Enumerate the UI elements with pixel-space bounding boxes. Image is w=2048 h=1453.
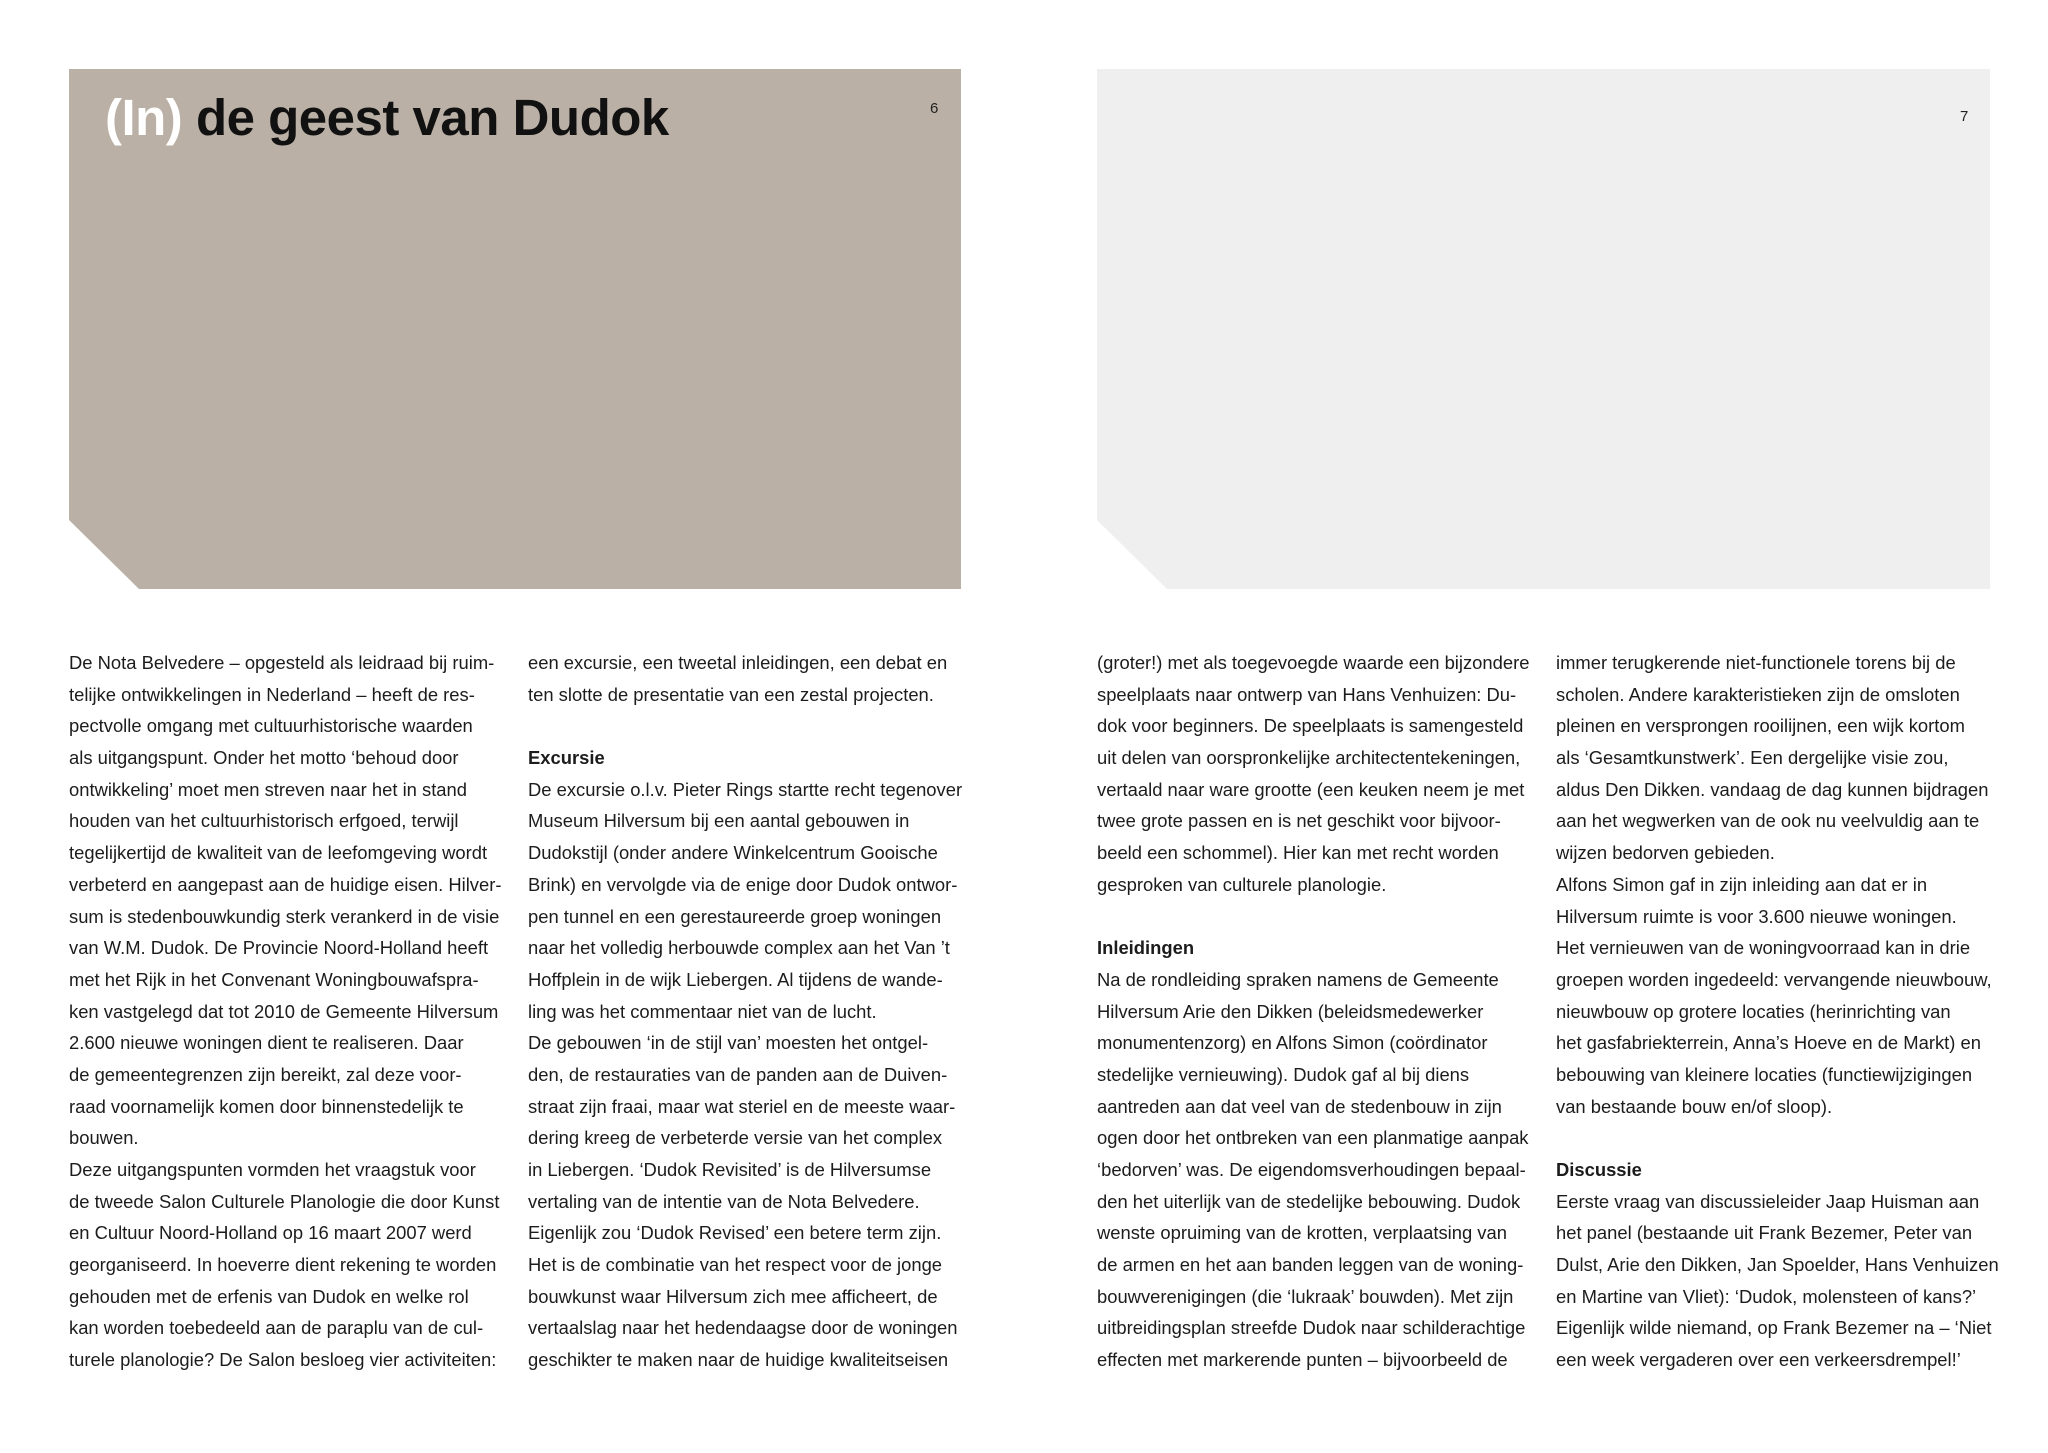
text-line: wijzen bedorven gebieden. (1556, 842, 1775, 864)
text-line: Hoffplein in de wijk Liebergen. Al tijdens de wande- (528, 968, 943, 990)
text-line: bebouwing van kleinere locaties (functiewijzigingen (1556, 1063, 1973, 1085)
text-line: wenste opruiming van de krotten, verplaatsing van (1097, 1222, 1507, 1244)
text-line: den, de restauraties van de panden aan de Duiven- (528, 1063, 948, 1085)
text-line: raad voornamelijk komen door binnenstedelijk te (69, 1095, 464, 1117)
text-line: Eerste vraag van discussieleider Jaap Huisman aan (1556, 1190, 1980, 1212)
text-line: dering kreeg de verbeterde versie van het complex (528, 1127, 943, 1149)
text-line: pectvolle omgang met cultuurhistorische waarden (69, 715, 473, 737)
text-line: Eigenlijk zou ‘Dudok Revised’ een betere term zijn. (528, 1222, 942, 1244)
text-line: houden van het cultuurhistorisch erfgoed, terwijl (69, 810, 459, 832)
text-column-1 (69, 647, 509, 1376)
text-line: de gemeentegrenzen zijn bereikt, zal deze voor- (69, 1063, 462, 1085)
text-line: Dulst, Arie den Dikken, Jan Spoelder, Hans Venhuizen (1556, 1254, 1999, 1276)
text-line: ogen door het ontbreken van een planmatige aanpak (1097, 1127, 1529, 1149)
text-line: Het vernieuwen van de woningvoorraad kan in drie (1556, 937, 1971, 959)
page-number-left: 6 (930, 100, 939, 117)
section-heading: Excursie (528, 747, 605, 769)
text-column-3 (1097, 647, 1537, 1376)
paragraph-spacer (1556, 1122, 1996, 1154)
text-line: het panel (bestaande uit Frank Bezemer, Peter van (1556, 1222, 1973, 1244)
page-title (105, 89, 669, 146)
text-line: De gebouwen ‘in de stijl van’ moesten het ontgel- (528, 1032, 929, 1054)
text-line: aldus Den Dikken. vandaag de dag kunnen bijdragen (1556, 778, 1989, 800)
text-line: Hilversum ruimte is voor 3.600 nieuwe woningen. (1556, 905, 1957, 927)
text-line: Na de rondleiding spraken namens de Gemeente (1097, 968, 1499, 990)
text-column-2 (528, 647, 968, 1376)
title-main: de geest van Dudok (195, 89, 669, 146)
text-line: in Liebergen. ‘Dudok Revisited’ is de Hilversumse (528, 1159, 932, 1180)
text-line: Museum Hilversum bij een aantal gebouwen in (528, 810, 910, 832)
text-line: sum is stedenbouwkundig sterk verankerd in de visie (69, 905, 500, 927)
text-line: ling was het commentaar niet van de lucht. (528, 1000, 877, 1022)
text-line: 2.600 nieuwe woningen dient te realiseren. Daar (69, 1032, 464, 1054)
text-line: tegelijkertijd de kwaliteit van de leefomgeving wordt (69, 842, 488, 864)
text-line: Hilversum Arie den Dikken (beleidsmedewerker (1097, 1000, 1484, 1022)
text-line: naar het volledig herbouwde complex aan het Van ’t (528, 937, 950, 959)
text-line: speelplaats naar ontwerp van Hans Venhuizen: Du- (1097, 683, 1517, 705)
text-line: geschikter te maken naar de huidige kwaliteitseisen (528, 1349, 949, 1371)
text-line: ken vastgelegd dat tot 2010 de Gemeente Hilversum (69, 1000, 499, 1022)
text-line: Eigenlijk wilde niemand, op Frank Bezemer na – ‘Niet (1556, 1317, 1992, 1339)
text-line: bouwverenigingen (die ‘lukraak’ bouwden). Met zijn (1097, 1285, 1514, 1307)
text-line: twee grote passen en is net geschikt voor bijvoor- (1097, 810, 1501, 832)
text-line: nieuwbouw op grotere locaties (herinrichting van (1556, 1000, 1951, 1022)
text-line: De excursie o.l.v. Pieter Rings startte recht tegenover (528, 778, 963, 800)
text-line: ‘bedorven’ was. De eigendomsverhoudingen bepaal- (1097, 1159, 1526, 1180)
text-line: Het is de combinatie van het respect voor de jonge (528, 1254, 943, 1276)
text-line: gesproken van culturele planologie. (1097, 873, 1387, 895)
text-line: een excursie, een tweetal inleidingen, een debat en (528, 652, 948, 673)
text-line: telijke ontwikkelingen in Nederland – heeft de res- (69, 683, 475, 705)
text-line: scholen. Andere karakteristieken zijn de omsloten (1556, 683, 1960, 705)
text-line: als uitgangspunt. Onder het motto ‘behoud door (69, 747, 459, 769)
text-line: effecten met markerende punten – bijvoorbeeld de (1097, 1349, 1508, 1371)
paragraph-spacer (528, 710, 968, 742)
text-line: kan worden toebedeeld aan de paraplu van de cul- (69, 1317, 484, 1339)
text-line: beeld een schommel). Hier kan met recht worden (1097, 842, 1499, 864)
text-line: het gasfabriekterrein, Anna’s Hoeve en de Markt) en (1556, 1032, 1981, 1054)
text-line: een week vergaderen over een verkeersdrempel!’ (1556, 1349, 1961, 1371)
text-line: als ‘Gesamtkunstwerk’. Een dergelijke visie zou, (1556, 747, 1949, 769)
text-line: aan het wegwerken van de ook nu veelvuldig aan te (1556, 810, 1980, 832)
text-line: monumentenzorg) en Alfons Simon (coördinator (1097, 1032, 1488, 1054)
text-line: georganiseerd. In hoeverre dient rekening te worden (69, 1254, 497, 1276)
text-line: De Nota Belvedere – opgesteld als leidraad bij ruim- (69, 652, 495, 673)
text-line: Deze uitgangspunten vormden het vraagstuk voor (69, 1159, 476, 1180)
text-line: gehouden met de erfenis van Dudok en welke rol (69, 1285, 469, 1307)
text-line: vertaalslag naar het hedendaagse door de woningen (528, 1317, 958, 1339)
text-line: vertaald naar ware grootte (een keuken neem je met (1097, 778, 1525, 800)
text-line: (groter!) met als toegevoegde waarde een bijzondere (1097, 652, 1530, 673)
text-line: bouwkunst waar Hilversum zich mee afficheert, de (528, 1285, 938, 1307)
text-line: de tweede Salon Culturele Planologie die door Kunst (69, 1190, 500, 1212)
right-page-image-block (1097, 69, 1990, 589)
text-line: Dudokstijl (onder andere Winkelcentrum Gooische (528, 842, 938, 864)
title-prefix: (In) (105, 89, 183, 146)
text-line: Brink) en vervolgde via de enige door Dudok ontwor- (528, 873, 958, 895)
text-line: pleinen en versprongen rooilijnen, een wijk kortom (1556, 715, 1965, 737)
text-line: den het uiterlijk van de stedelijke bebouwing. Dudok (1097, 1190, 1521, 1212)
text-line: groepen worden ingedeeld: vervangende nieuwbouw, (1556, 968, 1992, 990)
text-line: van bestaande bouw en/of sloop). (1556, 1095, 1833, 1117)
text-line: Alfons Simon gaf in zijn inleiding aan dat er in (1556, 873, 1928, 895)
text-line: uitbreidingsplan streefde Dudok naar schilderachtige (1097, 1317, 1526, 1339)
section-heading: Discussie (1556, 1159, 1642, 1180)
text-line: de armen en het aan banden leggen van de woning- (1097, 1254, 1524, 1276)
text-line: vertaling van de intentie van de Nota Belvedere. (528, 1190, 920, 1212)
text-line: straat zijn fraai, maar wat steriel en de meeste waar- (528, 1095, 956, 1117)
text-line: verbeterd en aangepast aan de huidige eisen. Hilver- (69, 873, 502, 895)
text-line: dok voor beginners. De speelplaats is samengesteld (1097, 715, 1524, 737)
text-line: met het Rijk in het Convenant Woningbouwafspra- (69, 968, 479, 990)
section-heading: Inleidingen (1097, 937, 1195, 959)
text-line: stedelijke vernieuwing). Dudok gaf al bij diens (1097, 1063, 1470, 1085)
text-line: pen tunnel en een gerestaureerde groep woningen (528, 905, 942, 927)
text-line: uit delen van oorspronkelijke architectentekeningen, (1097, 747, 1521, 769)
text-line: van W.M. Dudok. De Provincie Noord-Holland heeft (69, 937, 489, 959)
left-page-image-block (69, 69, 961, 589)
text-line: ten slotte de presentatie van een zestal projecten. (528, 683, 934, 705)
text-line: bouwen. (69, 1127, 139, 1149)
text-line: turele planologie? De Salon besloeg vier activiteiten: (69, 1349, 497, 1371)
paragraph-spacer (1097, 901, 1537, 933)
text-line: immer terugkerende niet-functionele torens bij de (1556, 652, 1956, 673)
page-number-right: 7 (1960, 108, 1969, 125)
text-line: en Martine van Vliet): ‘Dudok, molensteen of kans?’ (1556, 1285, 1977, 1307)
text-line: en Cultuur Noord-Holland op 16 maart 2007 werd (69, 1222, 472, 1244)
text-line: ontwikkeling’ moet men streven naar het in stand (69, 778, 467, 800)
text-column-4 (1556, 647, 1999, 1376)
text-line: aantreden aan dat veel van de stedenbouw in zijn (1097, 1095, 1502, 1117)
